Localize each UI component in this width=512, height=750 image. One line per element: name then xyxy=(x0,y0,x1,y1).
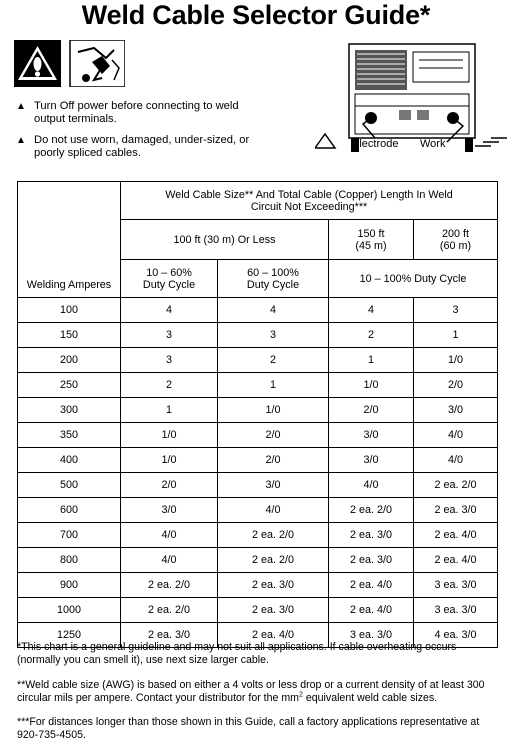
amperes-cell: 900 xyxy=(18,573,121,598)
welding-machine-diagram xyxy=(315,38,510,156)
cable-size-cell: 3 xyxy=(218,323,329,348)
cable-size-cell: 2 ea. 2/0 xyxy=(218,548,329,573)
cable-size-cell: 2 xyxy=(329,323,414,348)
cable-size-cell: 4/0 xyxy=(121,548,218,573)
work-label: Work xyxy=(420,138,446,150)
cable-size-cell: 3 ea. 3/0 xyxy=(329,623,414,648)
cable-size-cell: 2 ea. 4/0 xyxy=(329,598,414,623)
table-row xyxy=(18,598,498,623)
cable-size-cell: 2 ea. 3/0 xyxy=(414,498,498,523)
page-title: Weld Cable Selector Guide* xyxy=(81,0,431,30)
duty-10-60-header: 10 – 60% Duty Cycle xyxy=(121,260,218,298)
length-200-header: 200 ft (60 m) xyxy=(414,220,498,260)
warning-text: Do not use worn, damaged, under-sized, or poorly spliced cables. xyxy=(34,134,250,159)
cable-size-cell: 3 xyxy=(414,298,498,323)
cable-size-cell: 4 xyxy=(218,298,329,323)
cable-size-cell: 2/0 xyxy=(414,373,498,398)
duty-60-100-header: 60 – 100% Duty Cycle xyxy=(218,260,329,298)
warning-triangle-icon: ▲ xyxy=(16,101,26,112)
cable-size-cell: 1/0 xyxy=(414,348,498,373)
table-row xyxy=(18,423,498,448)
amperes-cell: 200 xyxy=(18,348,121,373)
table-row xyxy=(18,473,498,498)
cable-size-cell: 1/0 xyxy=(121,448,218,473)
cable-size-cell: 1 xyxy=(218,373,329,398)
cable-size-cell: 3 ea. 3/0 xyxy=(414,573,498,598)
cable-size-cell: 3/0 xyxy=(218,473,329,498)
electrode-label: Electrode xyxy=(352,138,399,150)
cable-size-cell: 1 xyxy=(121,398,218,423)
amperes-cell: 350 xyxy=(18,423,121,448)
cable-size-cell: 2/0 xyxy=(121,473,218,498)
cable-size-cell: 2 ea. 4/0 xyxy=(329,573,414,598)
cable-size-cell: 4/0 xyxy=(414,448,498,473)
work-clamp-icon xyxy=(475,138,507,146)
table-row xyxy=(18,523,498,548)
cable-size-cell: 3 ea. 3/0 xyxy=(414,598,498,623)
table-row xyxy=(18,398,498,423)
amperes-cell: 1250 xyxy=(18,623,121,648)
amperes-cell: 700 xyxy=(18,523,121,548)
cable-size-cell: 2 ea. 3/0 xyxy=(329,523,414,548)
cable-size-cell: 2 xyxy=(218,348,329,373)
cable-size-cell: 2/0 xyxy=(218,423,329,448)
table-row xyxy=(18,498,498,523)
cable-size-cell: 3/0 xyxy=(121,498,218,523)
amperes-cell: 250 xyxy=(18,373,121,398)
cable-size-cell: 2 ea. 2/0 xyxy=(414,473,498,498)
note-2-text-end: equivalent weld cable sizes. xyxy=(302,691,438,704)
amperes-cell: 300 xyxy=(18,398,121,423)
cable-size-cell: 2 ea. 2/0 xyxy=(329,498,414,523)
welding-amperes-header: Welding Amperes xyxy=(18,182,121,298)
warning-item xyxy=(16,134,256,159)
electrode-holder-icon xyxy=(315,134,335,148)
warning-icons xyxy=(14,40,125,87)
cable-size-cell: 4/0 xyxy=(218,498,329,523)
warning-list xyxy=(16,100,256,168)
cable-selector-table xyxy=(17,181,498,648)
note-3: ***For distances longer than those shown in this Guide, call a factory applications representative at 920-735-4505. xyxy=(17,716,480,741)
cable-size-cell: 2 ea. 3/0 xyxy=(218,573,329,598)
length-150-header: 150 ft (45 m) xyxy=(329,220,414,260)
amperes-cell: 500 xyxy=(18,473,121,498)
cable-size-cell: 2 ea. 3/0 xyxy=(218,598,329,623)
cable-size-cell: 2 ea. 4/0 xyxy=(414,548,498,573)
amperes-cell: 400 xyxy=(18,448,121,473)
amperes-cell: 600 xyxy=(18,498,121,523)
cable-size-cell: 3/0 xyxy=(414,398,498,423)
cable-size-cell: 1/0 xyxy=(121,423,218,448)
note-1: *This chart is a general guideline and may not suit all applications. If cable overheating occurs (normally you can smell it), use next size larger cable. xyxy=(17,641,457,666)
table-row xyxy=(18,448,498,473)
duty-10-100-header: 10 – 100% Duty Cycle xyxy=(329,260,498,298)
cable-size-cell: 4/0 xyxy=(121,523,218,548)
cable-size-cell: 2 ea. 2/0 xyxy=(218,523,329,548)
cable-size-cell: 2 ea. 2/0 xyxy=(121,573,218,598)
note-2-superscript: 2 xyxy=(299,690,303,698)
table-row xyxy=(18,323,498,348)
table-row xyxy=(18,348,498,373)
note-2 xyxy=(17,679,497,704)
note-2-text: **Weld cable size (AWG) is based on either a 4 volts or less drop or a current density of at least 300 circular mils per ampere. Contact your distributor for the mm xyxy=(17,679,485,704)
cable-size-cell: 1/0 xyxy=(218,398,329,423)
cable-size-cell: 3 xyxy=(121,348,218,373)
cable-size-cell: 2 ea. 3/0 xyxy=(329,548,414,573)
cable-size-cell: 1 xyxy=(414,323,498,348)
cable-size-cell: 2/0 xyxy=(329,398,414,423)
cable-size-cell: 1 xyxy=(329,348,414,373)
table-row xyxy=(18,373,498,398)
cable-size-cell: 2 ea. 3/0 xyxy=(121,623,218,648)
cable-size-cell: 2 ea. 4/0 xyxy=(218,623,329,648)
amperes-cell: 150 xyxy=(18,323,121,348)
amperes-cell: 1000 xyxy=(18,598,121,623)
cable-size-cell: 1/0 xyxy=(329,373,414,398)
amperes-cell: 800 xyxy=(18,548,121,573)
table-row xyxy=(18,298,498,323)
warning-text: Turn Off power before connecting to weld output terminals. xyxy=(34,100,239,125)
cable-size-cell: 3 xyxy=(121,323,218,348)
cable-size-cell: 2 ea. 2/0 xyxy=(121,598,218,623)
cable-size-header: Weld Cable Size** And Total Cable (Copper) Length In Weld Circuit Not Exceeding*** xyxy=(121,182,498,220)
cable-size-cell: 4/0 xyxy=(329,473,414,498)
cable-size-cell: 2/0 xyxy=(218,448,329,473)
cable-size-cell: 4 xyxy=(329,298,414,323)
amperes-cell: 100 xyxy=(18,298,121,323)
length-100-header: 100 ft (30 m) Or Less xyxy=(121,220,329,260)
table-row xyxy=(18,548,498,573)
warning-item xyxy=(16,100,256,125)
cable-size-cell: 3/0 xyxy=(329,448,414,473)
cable-size-cell: 2 ea. 4/0 xyxy=(414,523,498,548)
cable-size-cell: 2 xyxy=(121,373,218,398)
cable-size-cell: 4 xyxy=(121,298,218,323)
cable-size-cell: 4 ea. 3/0 xyxy=(414,623,498,648)
cable-size-cell: 4/0 xyxy=(414,423,498,448)
cable-size-cell: 3/0 xyxy=(329,423,414,448)
table-row xyxy=(18,573,498,598)
warning-triangle-icon: ▲ xyxy=(16,135,26,147)
